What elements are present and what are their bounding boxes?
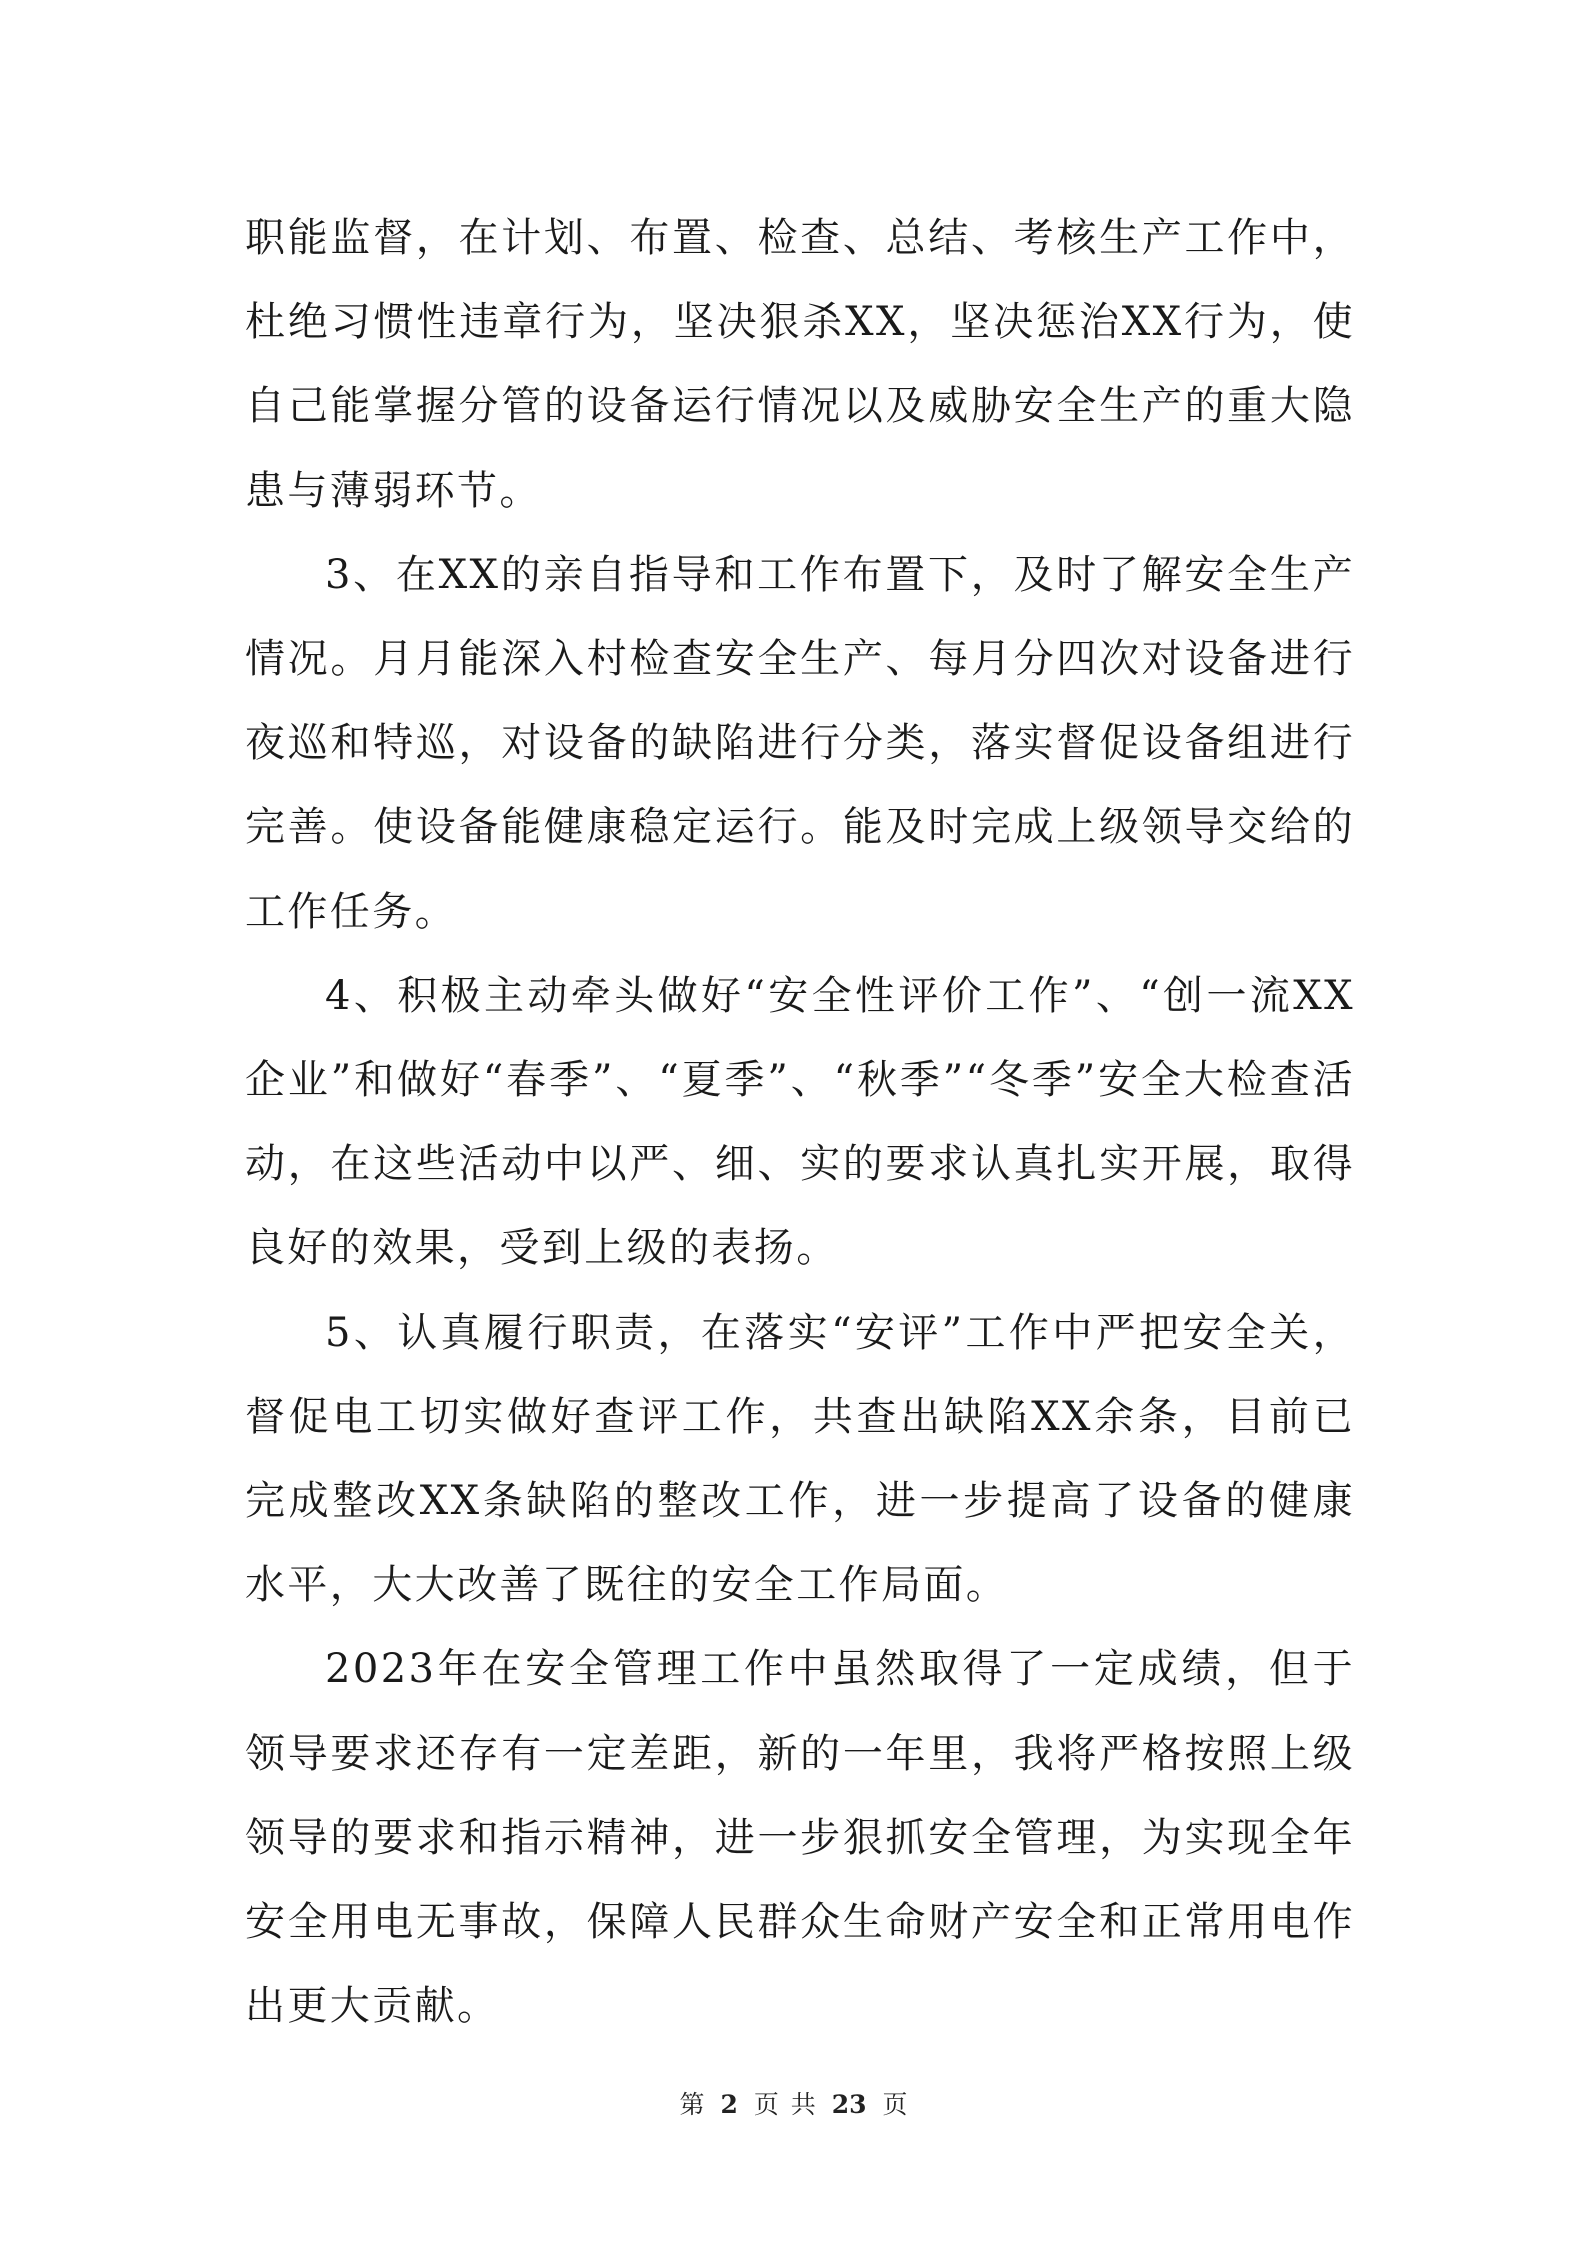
page-footer xyxy=(0,2088,1587,2122)
paragraph-item-4: 4、积极主动牵头做好“安全性评价工作”、“创一流XX企业”和做好“春季”、“夏季”、“秋季”“冬季”安全大检查活动，在这些活动中以严、细、实的要求认真扎实开展，取得良好的效果，受到上级的表扬。 xyxy=(245,972,1355,1272)
footer-middle: 页 共 xyxy=(753,2090,816,2119)
paragraph-conclusion: 2023年在安全管理工作中虽然取得了一定成绩，但于领导要求还存有一定差距，新的一年里，我将严格按照上级领导的要求和指示精神，进一步狠抓安全管理，为实现全年安全用电无事故，保障人民群众生命财产安全和正常用电作出更大贡献。 xyxy=(245,1646,1355,2030)
paragraph-item-5: 5、认真履行职责，在落实“安评”工作中严把安全关，督促电工切实做好查评工作，共查出缺陷XX余条，目前已完成整改XX条缺陷的整改工作，进一步提高了设备的健康水平，大大改善了既往的安全工作局面。 xyxy=(245,1309,1355,1609)
footer-prefix: 第 xyxy=(679,2090,705,2119)
footer-suffix: 页 xyxy=(882,2090,908,2119)
paragraph-item-3: 3、在XX的亲自指导和工作布置下，及时了解安全生产情况。月月能深入村检查安全生产、每月分四次对设备进行夜巡和特巡，对设备的缺陷进行分类，落实督促设备组进行完善。使设备能健康稳定运行。能及时完成上级领导交给的工作任务。 xyxy=(245,551,1355,935)
total-page-count: 23 xyxy=(831,2090,867,2119)
paragraph-continuation: 职能监督，在计划、布置、检查、总结、考核生产工作中，杜绝习惯性违章行为，坚决狠杀XX，坚决惩治XX行为，使自己能掌握分管的设备运行情况以及威胁安全生产的重大隐患与薄弱环节。 xyxy=(245,215,1355,514)
current-page-number: 2 xyxy=(720,2090,738,2119)
document-body xyxy=(245,196,1355,2048)
